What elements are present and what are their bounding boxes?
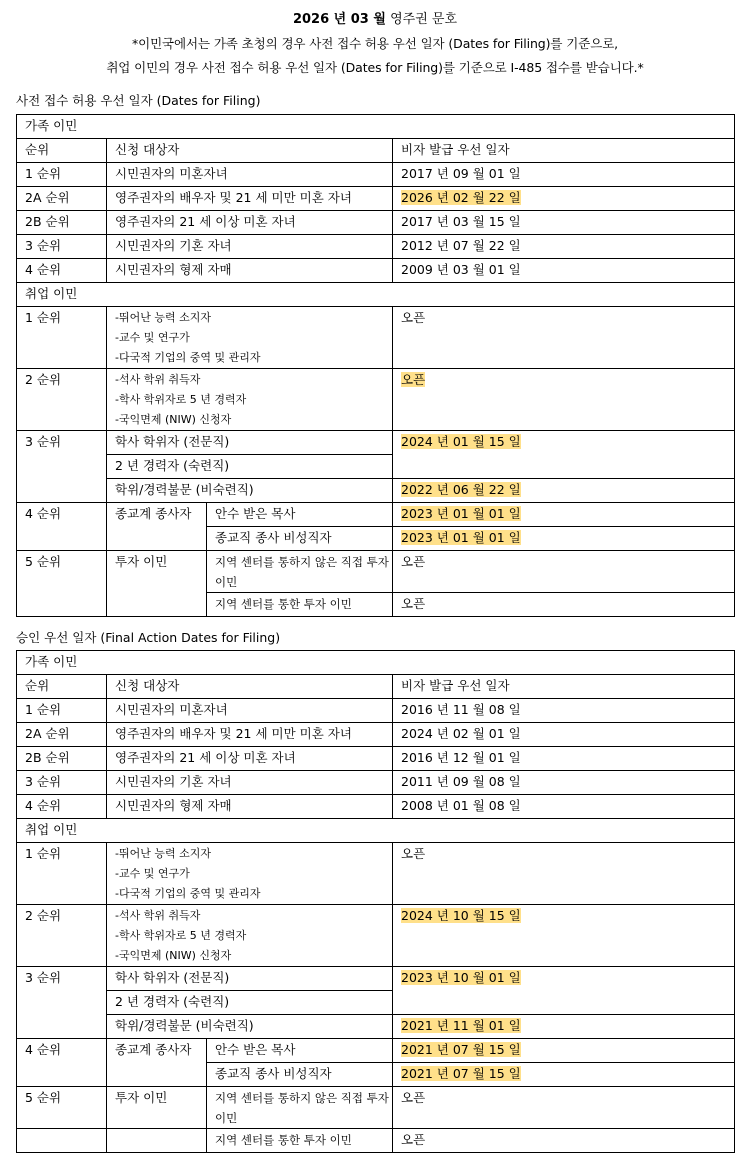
eb1-line: -교수 및 연구가 <box>115 331 190 344</box>
applicant-cell: 2 년 경력자 (숙련직) <box>107 455 393 479</box>
sub-applicant-cell: 안수 받은 목사 <box>207 1039 393 1063</box>
table-row <box>17 431 735 455</box>
date-cell: 2017 년 09 월 01 일 <box>393 163 735 187</box>
applicant-cell: 시민권자의 미혼자녀 <box>107 163 393 187</box>
table-row <box>17 795 735 819</box>
applicant-cell: 시민권자의 형제 자매 <box>107 259 393 283</box>
sub-applicant-cell: 종교직 종사 비성직자 <box>207 1063 393 1087</box>
rank-cell: 2B 순위 <box>17 211 107 235</box>
rank-cell: 1 순위 <box>17 307 107 369</box>
eb1-line: -다국적 기업의 중역 및 관리자 <box>115 351 261 364</box>
date-cell <box>393 1063 735 1087</box>
applicant-cell: 학사 학위자 (전문직) <box>107 967 393 991</box>
employment-label: 취업 이민 <box>17 283 735 307</box>
highlighted-date: 오픈 <box>401 372 426 387</box>
applicant-cell: 학사 학위자 (전문직) <box>107 431 393 455</box>
table-row <box>17 747 735 771</box>
sub-applicant-cell: 지역 센터를 통하지 않은 직접 투자 이민 <box>207 1087 393 1129</box>
date-cell: 오픈 <box>393 593 735 617</box>
table-row <box>17 699 735 723</box>
note-line-2: 취업 이민의 경우 사전 접수 허용 우선 일자 (Dates for Filing)를 기준으로 I-485 접수를 받습니다.* <box>106 60 644 75</box>
date-cell <box>393 431 735 479</box>
eb1-line: -다국적 기업의 중역 및 관리자 <box>115 887 261 900</box>
eb2-line: -국익면제 (NIW) 신청자 <box>115 949 232 962</box>
table-row <box>17 259 735 283</box>
sub-applicant-cell: 지역 센터를 통한 투자 이민 <box>207 1129 393 1153</box>
rank-cell: 5 순위 <box>17 1087 107 1129</box>
date-cell: 오픈 <box>393 843 735 905</box>
date-cell: 오픈 <box>393 1087 735 1129</box>
empty-cell <box>107 1129 207 1153</box>
col-applicant: 신청 대상자 <box>107 675 393 699</box>
applicant-cell: 시민권자의 기혼 자녀 <box>107 771 393 795</box>
page-title <box>0 8 750 27</box>
highlighted-date: 2024 년 01 월 15 일 <box>401 434 521 449</box>
col-date: 비자 발급 우선 일자 <box>393 675 735 699</box>
highlighted-date: 2023 년 01 월 01 일 <box>401 506 521 521</box>
rank-cell: 1 순위 <box>17 843 107 905</box>
filing-section-title: 사전 접수 허용 우선 일자 (Dates for Filing) <box>16 93 261 108</box>
date-cell: 오픈 <box>393 551 735 593</box>
date-cell: 2012 년 07 월 22 일 <box>393 235 735 259</box>
highlighted-date: 2021 년 11 월 01 일 <box>401 1018 521 1033</box>
col-date: 비자 발급 우선 일자 <box>393 139 735 163</box>
rank-cell: 1 순위 <box>17 163 107 187</box>
employment-label: 취업 이민 <box>17 819 735 843</box>
date-cell <box>393 479 735 503</box>
table-row <box>17 843 735 905</box>
title-date: 2026 년 03 월 <box>292 12 386 27</box>
eb2-line: -석사 학위 취득자 <box>115 373 201 386</box>
applicant-cell: 투자 이민 <box>107 551 207 617</box>
date-cell <box>393 527 735 551</box>
eb2-line: -학사 학위자로 5 년 경력자 <box>115 929 247 942</box>
table-row <box>17 967 735 991</box>
applicant-cell: 시민권자의 기혼 자녀 <box>107 235 393 259</box>
family-label: 가족 이민 <box>17 115 735 139</box>
sub-applicant-cell: 안수 받은 목사 <box>207 503 393 527</box>
date-cell <box>393 369 735 431</box>
sub-applicant-cell: 종교직 종사 비성직자 <box>207 527 393 551</box>
highlighted-date: 2024 년 10 월 15 일 <box>401 908 521 923</box>
rank-cell: 4 순위 <box>17 259 107 283</box>
table-row <box>17 369 735 431</box>
applicant-cell: 시민권자의 미혼자녀 <box>107 699 393 723</box>
col-applicant: 신청 대상자 <box>107 139 393 163</box>
date-cell <box>393 503 735 527</box>
table-row <box>17 1087 735 1129</box>
date-cell: 2017 년 03 월 15 일 <box>393 211 735 235</box>
applicant-cell: 영주권자의 배우자 및 21 세 미만 미혼 자녀 <box>107 723 393 747</box>
rank-cell: 2B 순위 <box>17 747 107 771</box>
rank-cell: 5 순위 <box>17 551 107 617</box>
highlighted-date: 2022 년 06 월 22 일 <box>401 482 521 497</box>
date-cell: 2009 년 03 월 01 일 <box>393 259 735 283</box>
rank-cell: 2 순위 <box>17 905 107 967</box>
final-section-title: 승인 우선 일자 (Final Action Dates for Filing) <box>16 630 281 645</box>
rank-cell: 4 순위 <box>17 503 107 551</box>
highlighted-date: 2021 년 07 월 15 일 <box>401 1042 521 1057</box>
eb2-line: -석사 학위 취득자 <box>115 909 201 922</box>
table-row <box>17 723 735 747</box>
date-cell: 오픈 <box>393 1129 735 1153</box>
eb1-line: -뛰어난 능력 소지자 <box>115 311 211 324</box>
table-row <box>17 235 735 259</box>
rank-cell: 3 순위 <box>17 235 107 259</box>
sub-applicant-cell: 지역 센터를 통하지 않은 직접 투자 이민 <box>207 551 393 593</box>
rank-cell: 2 순위 <box>17 369 107 431</box>
table-row <box>17 307 735 369</box>
applicant-cell: 종교계 종사자 <box>107 1039 207 1087</box>
applicant-cell: 종교계 종사자 <box>107 503 207 551</box>
date-cell: 2011 년 09 월 08 일 <box>393 771 735 795</box>
final-table <box>16 650 735 1153</box>
eb2-line: -학사 학위자로 5 년 경력자 <box>115 393 247 406</box>
rank-cell: 3 순위 <box>17 431 107 503</box>
rank-cell: 2A 순위 <box>17 723 107 747</box>
date-cell: 오픈 <box>393 307 735 369</box>
note-line-1: *이민국에서는 가족 초청의 경우 사전 접수 허용 우선 일자 (Dates for Filing)를 기준으로, <box>131 36 619 51</box>
filing-table <box>16 114 735 617</box>
empty-cell <box>17 1129 107 1153</box>
applicant-cell: 학위/경력불문 (비숙련직) <box>107 1015 393 1039</box>
date-cell: 2024 년 02 월 01 일 <box>393 723 735 747</box>
applicant-cell: 영주권자의 21 세 이상 미혼 자녀 <box>107 747 393 771</box>
rank-cell: 3 순위 <box>17 967 107 1039</box>
date-cell <box>393 187 735 211</box>
applicant-cell: 영주권자의 21 세 이상 미혼 자녀 <box>107 211 393 235</box>
date-cell: 2016 년 11 월 08 일 <box>393 699 735 723</box>
rank-cell: 4 순위 <box>17 1039 107 1087</box>
date-cell <box>393 1015 735 1039</box>
table-row <box>17 1039 735 1063</box>
eb1-line: -뛰어난 능력 소지자 <box>115 847 211 860</box>
title-text: 영주권 문호 <box>390 12 458 27</box>
family-label: 가족 이민 <box>17 651 735 675</box>
highlighted-date: 2023 년 01 월 01 일 <box>401 530 521 545</box>
table-row <box>17 551 735 593</box>
highlighted-date: 2021 년 07 월 15 일 <box>401 1066 521 1081</box>
highlighted-date: 2026 년 02 월 22 일 <box>401 190 521 205</box>
table-row <box>17 211 735 235</box>
table-row <box>17 187 735 211</box>
sub-applicant-cell: 지역 센터를 통한 투자 이민 <box>207 593 393 617</box>
rank-cell: 4 순위 <box>17 795 107 819</box>
rank-cell: 2A 순위 <box>17 187 107 211</box>
applicant-cell: 영주권자의 배우자 및 21 세 미만 미혼 자녀 <box>107 187 393 211</box>
col-rank: 순위 <box>17 675 107 699</box>
table-row <box>17 771 735 795</box>
table-row <box>17 163 735 187</box>
date-cell <box>393 967 735 1015</box>
applicant-cell: 2 년 경력자 (숙련직) <box>107 991 393 1015</box>
highlighted-date: 2023 년 10 월 01 일 <box>401 970 521 985</box>
date-cell <box>393 905 735 967</box>
eb1-line: -교수 및 연구가 <box>115 867 190 880</box>
rank-cell: 3 순위 <box>17 771 107 795</box>
rank-cell: 1 순위 <box>17 699 107 723</box>
applicant-cell: 학위/경력불문 (비숙련직) <box>107 479 393 503</box>
table-row <box>17 503 735 527</box>
date-cell: 2008 년 01 월 08 일 <box>393 795 735 819</box>
col-rank: 순위 <box>17 139 107 163</box>
eb2-line: -국익면제 (NIW) 신청자 <box>115 413 232 426</box>
applicant-cell: 시민권자의 형제 자매 <box>107 795 393 819</box>
applicant-cell: 투자 이민 <box>107 1087 207 1129</box>
table-row <box>17 905 735 967</box>
date-cell: 2016 년 12 월 01 일 <box>393 747 735 771</box>
date-cell <box>393 1039 735 1063</box>
